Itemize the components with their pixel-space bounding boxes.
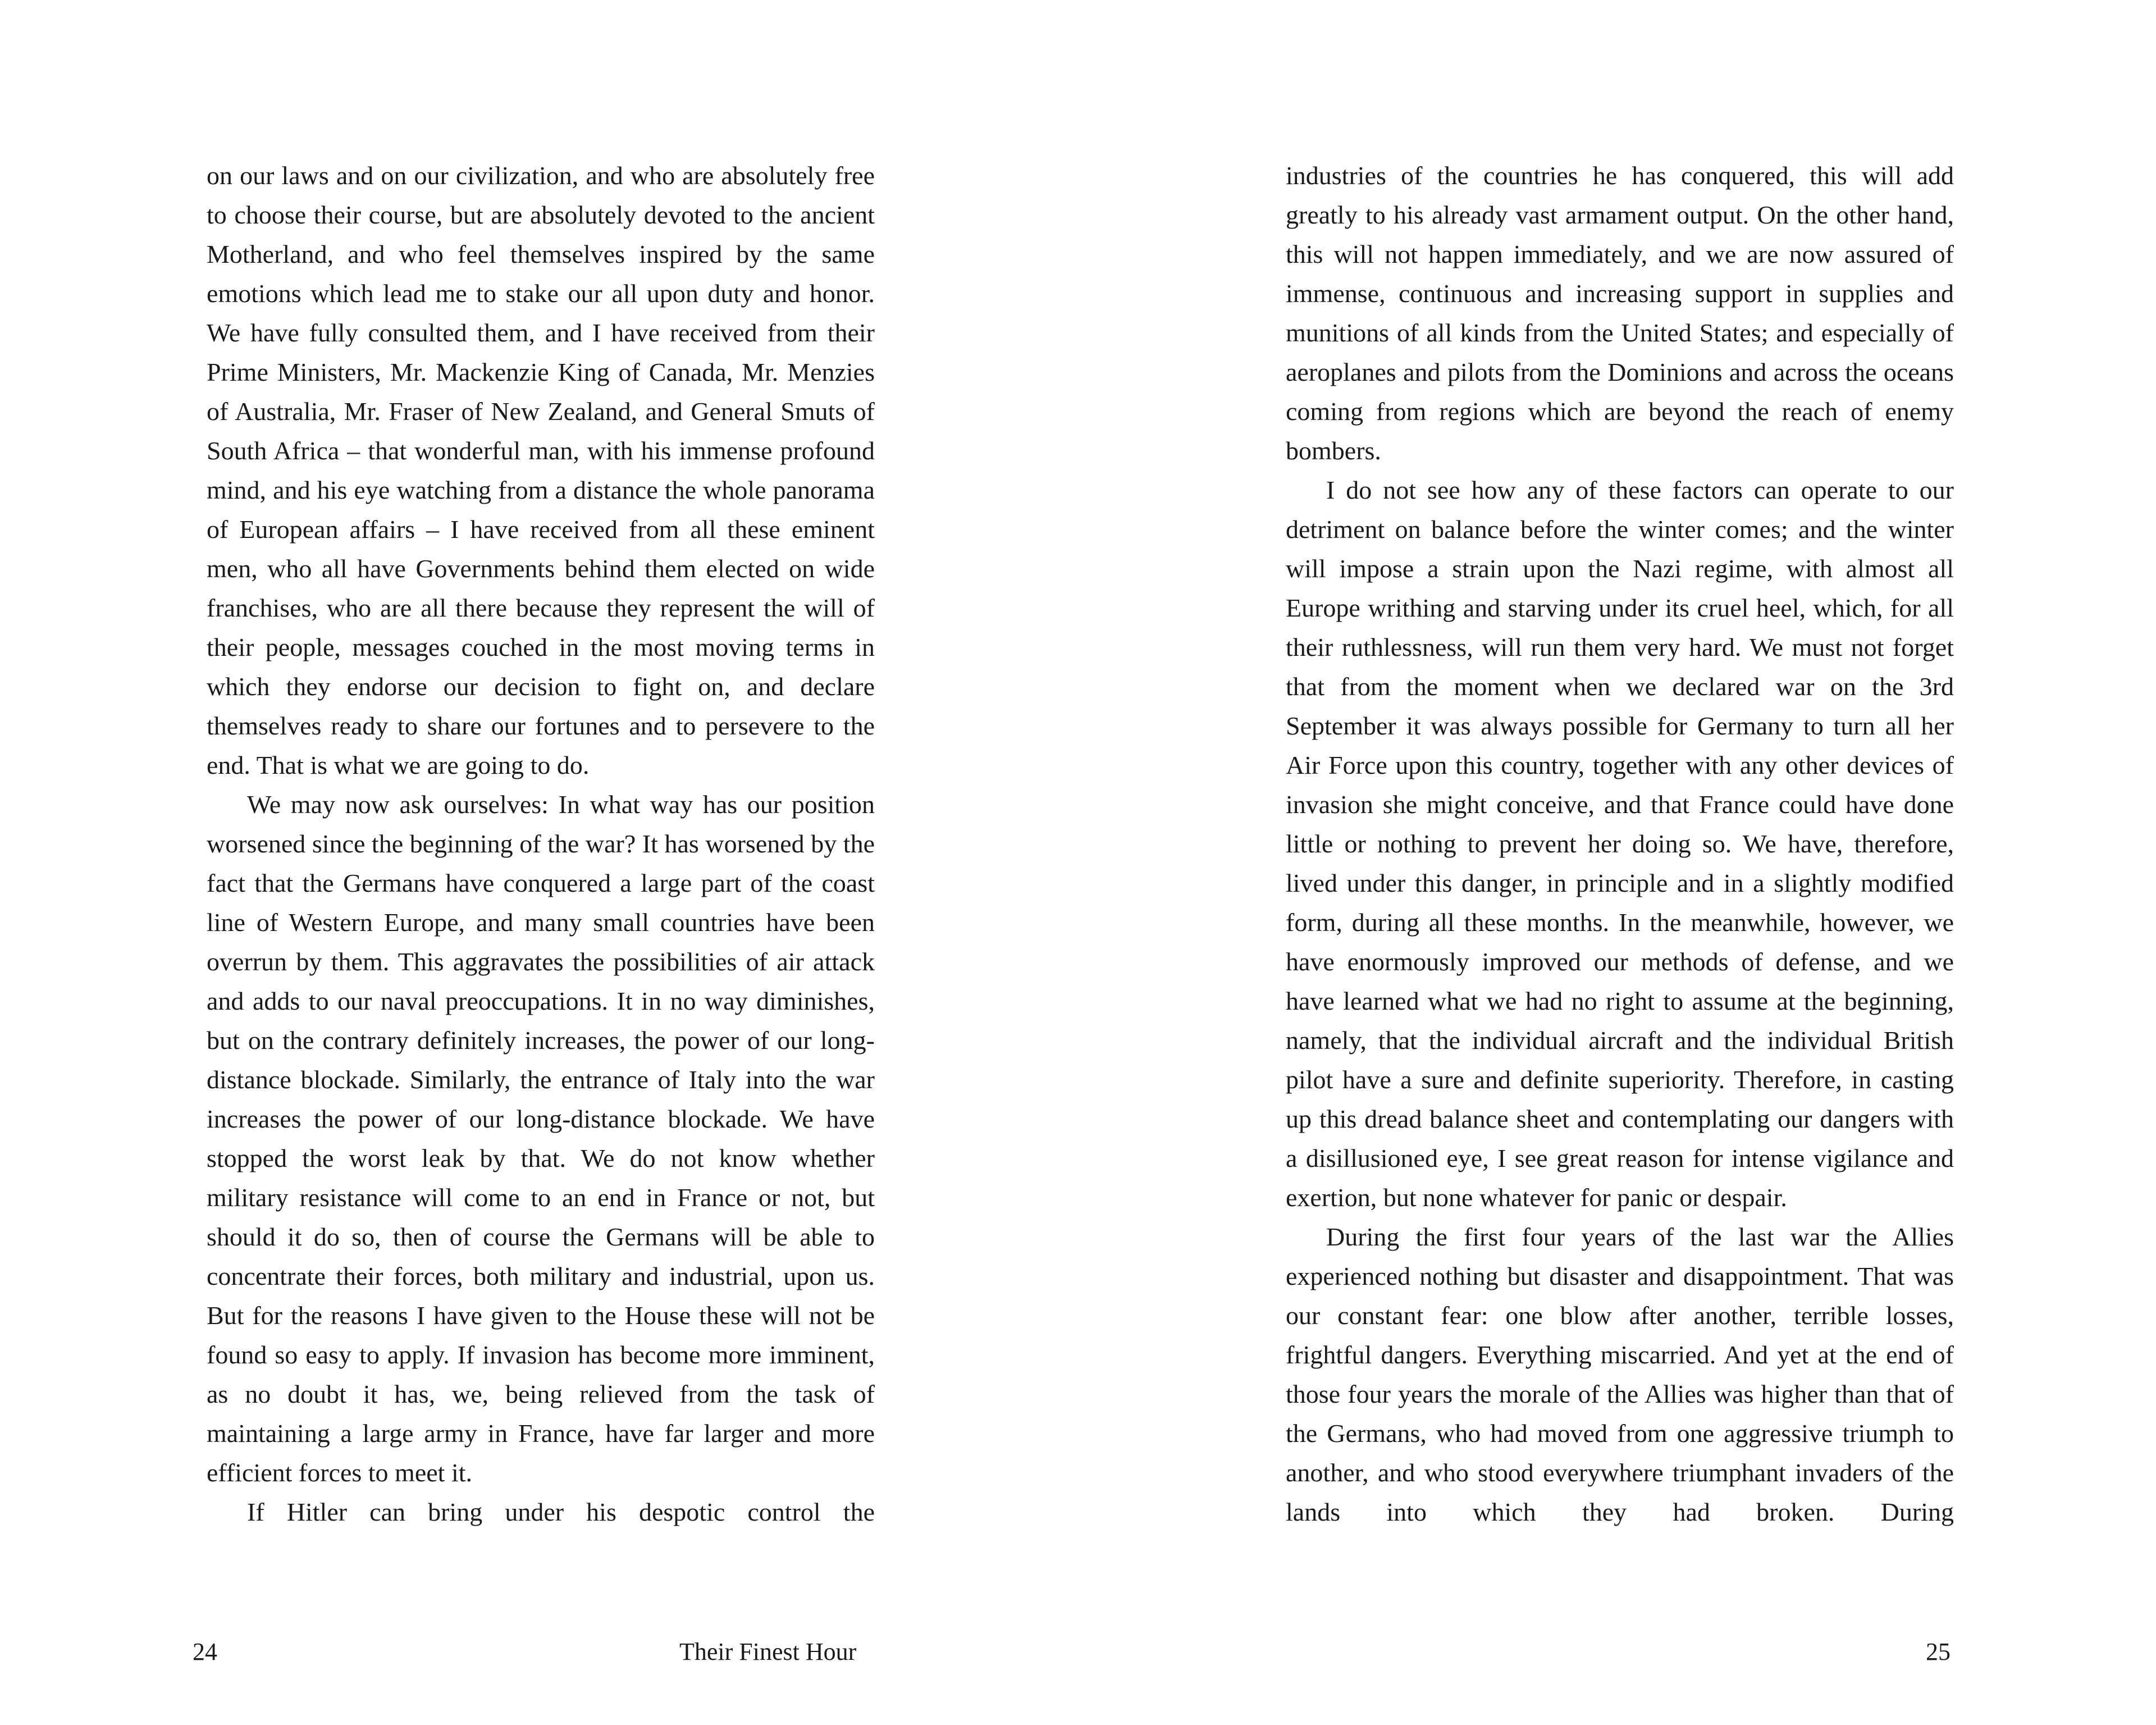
paragraph: industries of the countries he has conquered, this will add greatly to his already vast armament output. On the other hand, this will not happen immediately, and we are now assured of immense, continuous and increasing support in supplies and munitions of all kinds from the United States; and especially of aeroplanes and pilots from the Dominions and across the oceans coming from regions which are beyond the reach of enemy bombers. [1286, 161, 1954, 465]
paragraph: I do not see how any of these factors can operate to our detriment on balance before the winter comes; and the winter will impose a strain upon the Nazi regime, with almost all Europe writhing and starving under its cruel heel, which, for all their ruthlessness, will run them very hard. We must not forget that from the moment when we declared war on the 3rd September it was always possible for Germany to turn all her Air Force upon this country, together with any other devices of invasion she might conceive, and that France could have done little or nothing to prevent her doing so. We have, therefore, lived under this danger, in principle and in a slightly modified form, during all these months. In the meanwhile, however, we have enormously improved our methods of defense, and we have learned what we had no right to assume at the beginning, namely, that the individual aircraft and the individual British pilot have a sure and definite superiority. Therefore, in casting up this dread balance sheet and contemplating our dangers with a disillusioned eye, I see great reason for intense vigilance and exertion, but none whatever for panic or despair. [1286, 476, 1954, 1212]
right-page-body [1286, 156, 1954, 1532]
right-page [1078, 0, 2156, 1725]
paragraph: During the first four years of the last war the Allies experienced nothing but disaster and disappointment. That was our constant fear: one blow after another, terrible losses, frightful dangers. Everything miscarried. And yet at the end of those four years the morale of the Allies was higher than that of the Germans, who had moved from one aggressive triumph to another, and who stood everywhere triumphant invaders of the lands into which they had broken. During [1286, 1222, 1954, 1526]
paragraph: We may now ask ourselves: In what way has our position worsened since the beginning of the war? It has worsened by the fact that the Germans have conquered a large part of the coast line of Western Europe, and many small countries have been overrun by them. This aggravates the possibilities of air attack and adds to our naval preoccupations. It in no way diminishes, but on the contrary definitely increases, the power of our long-distance blockade. Similarly, the entrance of Italy into the war increases the power of our long-distance blockade. We have stopped the worst leak by that. We do not know whether military resistance will come to an end in France or not, but should it do so, then of course the Germans will be able to concentrate their forces, both military and industrial, upon us. But for the reasons I have given to the House these will not be found so easy to apply. If invasion has become more imminent, as no doubt it has, we, being relieved from the task of maintaining a large army in France, have far larger and more efficient forces to meet it. [207, 790, 875, 1487]
page-number: 25 [1926, 1638, 1951, 1665]
paragraph: on our laws and on our civilization, and who are absolutely free to choose their course, but are absolutely devoted to the ancient Motherland, and who feel themselves inspired by the same emotions which lead me to stake our all upon duty and honor. We have fully consulted them, and I have received from their Prime Ministers, Mr. Mackenzie King of Canada, Mr. Menzies of Australia, Mr. Fraser of New Zealand, and General Smuts of South Africa – that wonderful man, with his immense profound mind, and his eye watching from a distance the whole panorama of European affairs – I have received from all these eminent men, who all have Governments behind them elected on wide franchises, who are all there because they represent the will of their people, messages couched in the most moving terms in which they endorse our decision to fight on, and declare themselves ready to share our fortunes and to persevere to the end. That is what we are going to do. [207, 161, 875, 779]
page-number: 24 [193, 1638, 217, 1665]
running-title: Their Finest Hour [679, 1638, 857, 1665]
left-page-body [207, 156, 875, 1532]
paragraph: If Hitler can bring under his despotic control the [247, 1498, 875, 1526]
